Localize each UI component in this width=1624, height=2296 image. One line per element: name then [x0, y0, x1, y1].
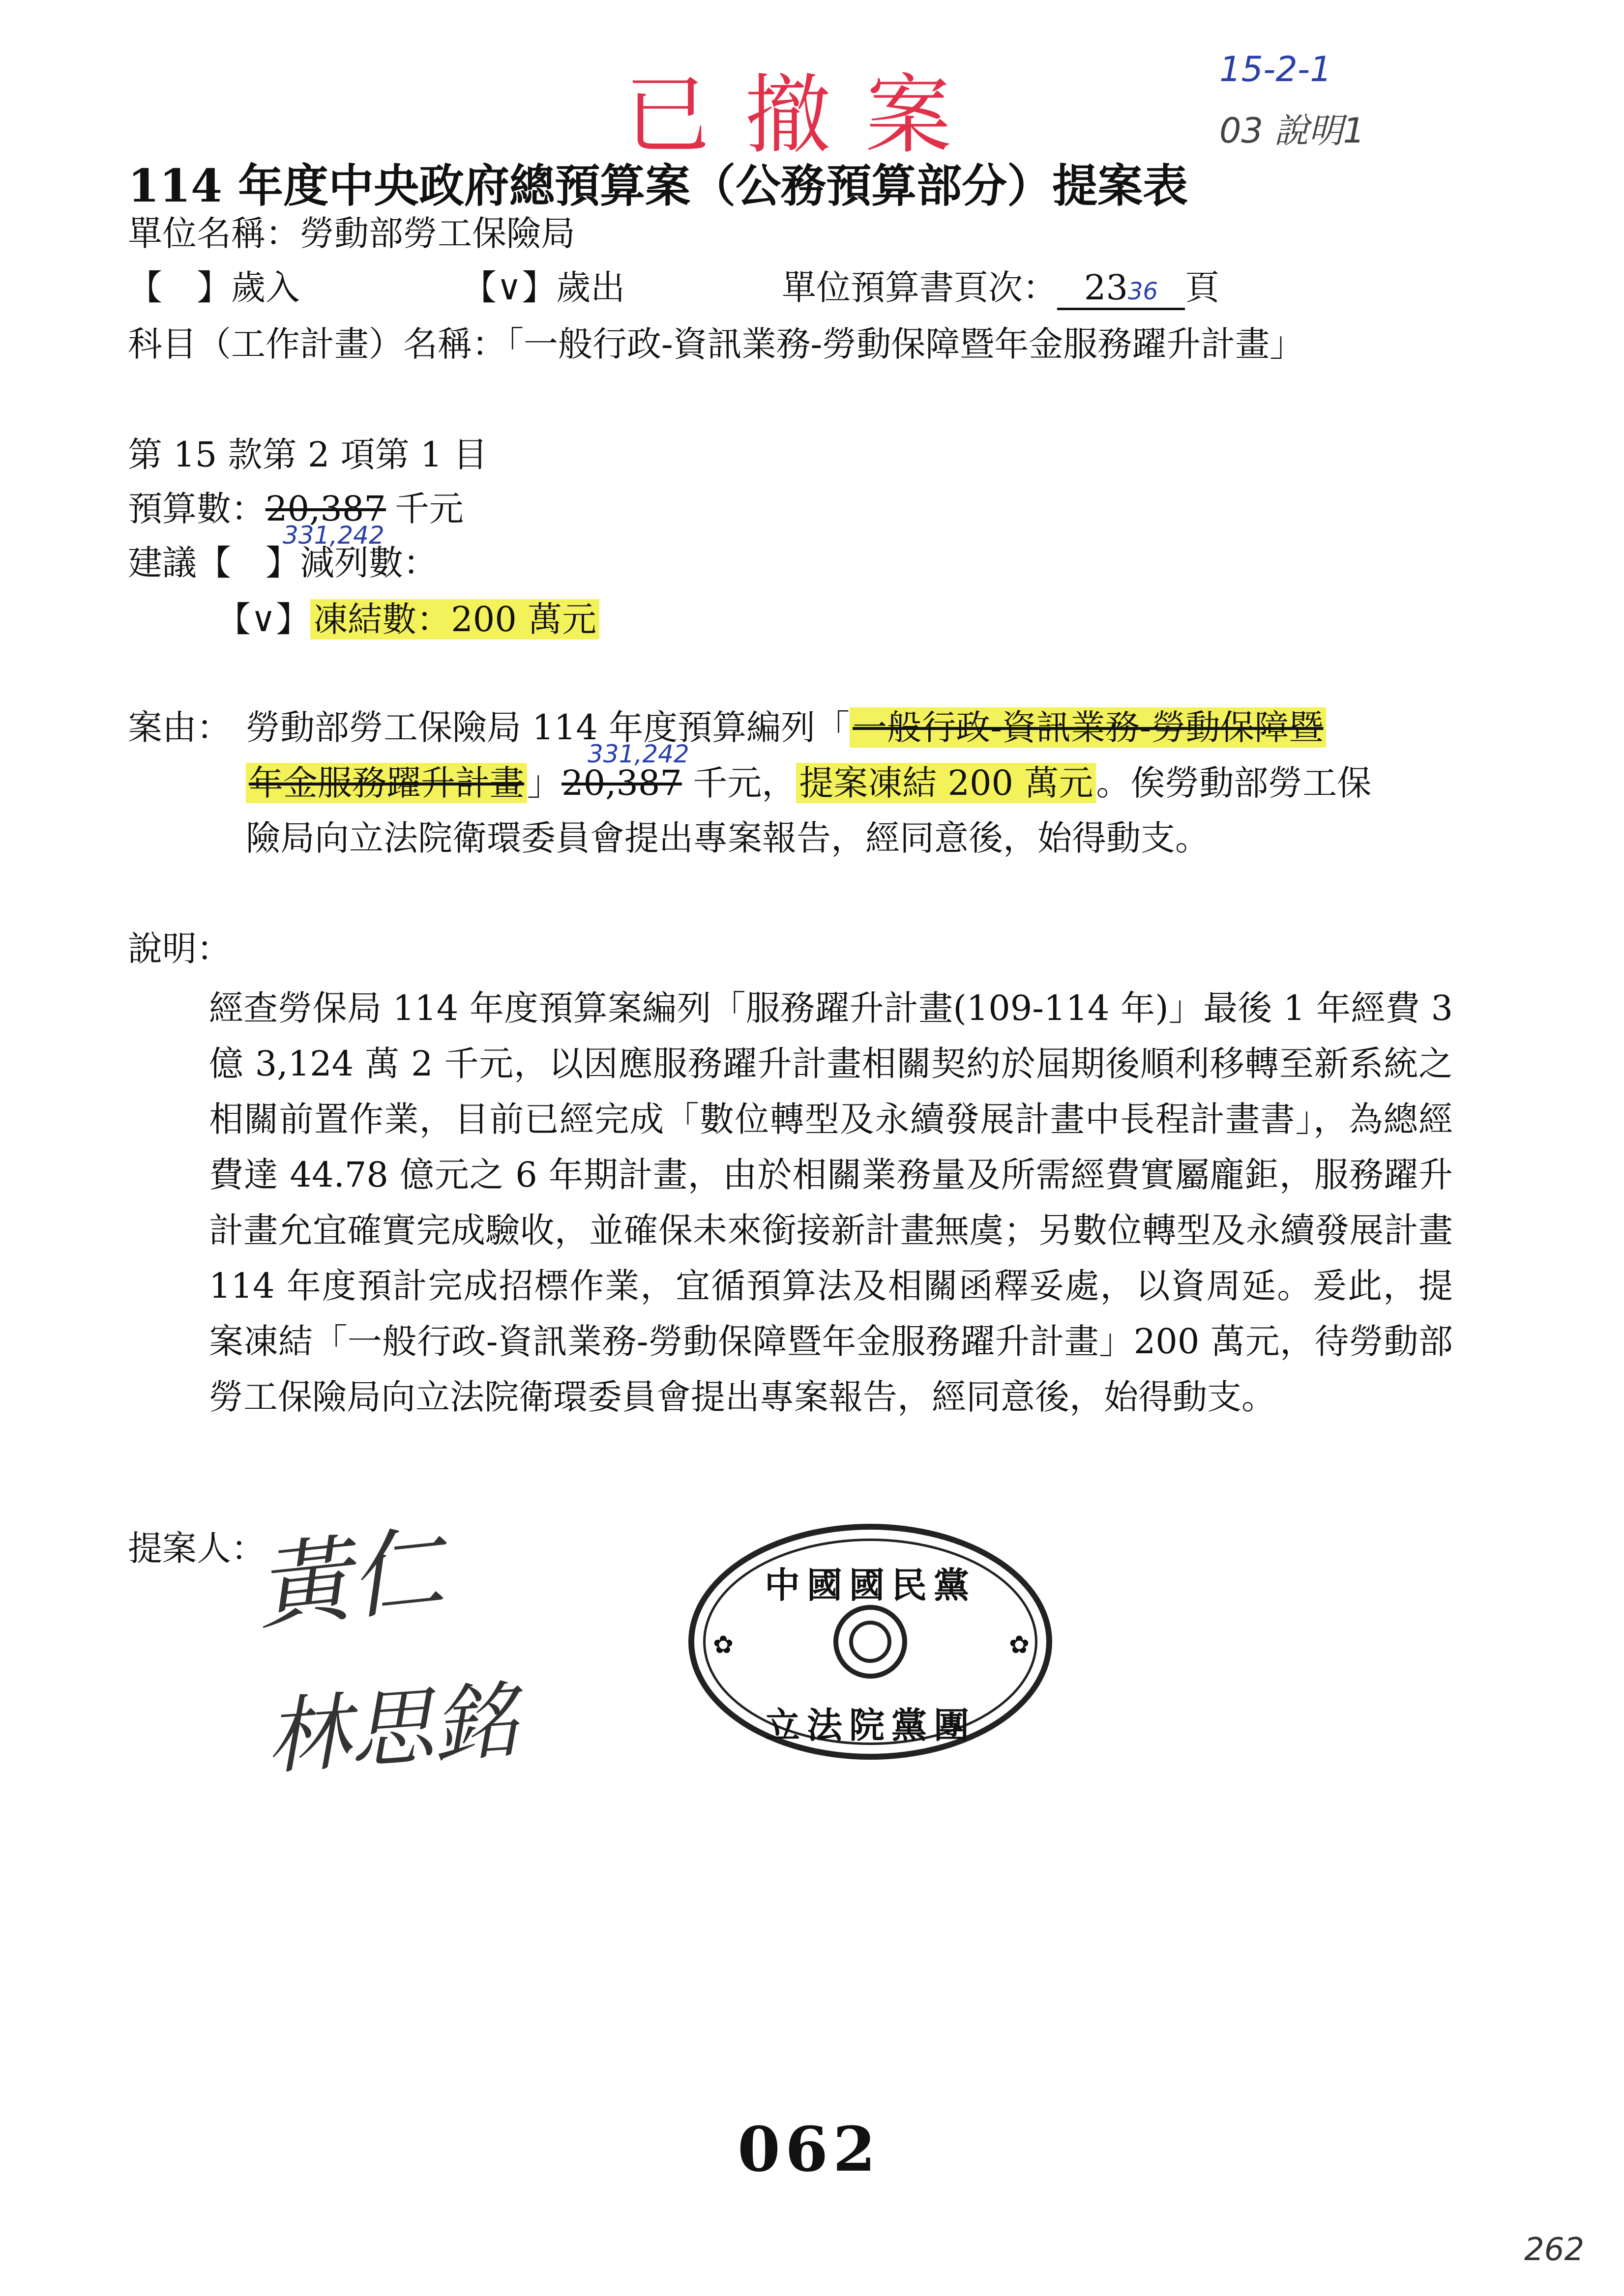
unit-name-row — [128, 213, 575, 254]
page-unit: 頁 — [1185, 267, 1219, 308]
explanation-text: 經查勞保局 114 年度預算案編列「服務躍升計畫(109-114 年)」最後 1 年經費 3 億 3,124 萬 2 千元，以因應服務躍升計畫相關契約於屆期後順利移轉至新系統之相關前置作業，目前已經完成「數位轉型及永續發展計畫中長程計畫書」，為總經費達 44.78 億元之 6 年期計畫，由於相關業務量及所需經費實屬龐鉅，服務躍升計畫允宜確實完成驗收，並確保未來銜接新計畫無虞；另數位轉型及永續發展計畫 114 年度預計完成招標作業，宜循預算法及相關函釋妥處，以資周延。爰此，提案凍結「一般行政-資訊業務-勞動保障暨年金服務躍升計畫」200 萬元，待勞動部勞工保險局向立法院衛環委員會提出專案報告，經同意後，始得動支。 — [209, 988, 1453, 1417]
freeze-amount: 凍結數：200 萬元 — [310, 599, 599, 639]
expense-checkbox: 【∨】 — [462, 267, 557, 308]
subject-label: 科目（工作計畫）名稱： — [128, 324, 506, 364]
freeze-row — [216, 599, 599, 639]
revenue-checkbox: 【 】 — [128, 267, 231, 308]
party-caucus-seal — [688, 1524, 1052, 1760]
withdrawn-stamp: 已撤案 — [624, 66, 986, 166]
budget-amount-label: 預算數： — [128, 489, 266, 529]
reason-amount-struck: 20,387 — [561, 763, 682, 803]
seal-top-text: 中國國民黨 — [764, 1564, 976, 1606]
reason-label: 案由： — [128, 707, 231, 748]
seal-emblem-icon — [833, 1605, 907, 1679]
reduce-label: 減列數： — [300, 543, 438, 583]
expense-option — [462, 267, 625, 308]
budget-amount-correction: 331,242 — [283, 521, 384, 550]
reason-plan-name-part1: 一般行政-資訊業務-勞動保障暨 — [850, 707, 1326, 748]
reason-line-3: 險局向立法院衛環委員會提出專案報告，經同意後，始得動支。 — [246, 818, 1210, 858]
revenue-label: 歲入 — [231, 267, 300, 308]
suggest-label: 建議【 】 — [128, 543, 300, 583]
handwritten-annotation-top: 15-2-1 — [1219, 49, 1332, 89]
page-value: 2336 — [1057, 271, 1185, 310]
budget-amount-unit: 千元 — [394, 489, 464, 529]
budget-item-line: 第 15 款第 2 項第 1 目 — [128, 435, 488, 475]
corner-handwritten-note: 262 — [1524, 2232, 1585, 2268]
revenue-option — [128, 267, 300, 308]
reason-line-1: 勞動部勞工保險局 114 年度預算編列「一般行政-資訊業務-勞動保障暨 — [246, 710, 1326, 745]
seal-left-dot-icon: ✿ — [713, 1630, 734, 1659]
suggest-reduce-row — [128, 543, 438, 583]
reason-amount-correction: 331,242 — [588, 740, 689, 768]
subject-value: 「一般行政-資訊業務-勞動保障暨年金服務躍升計畫」 — [506, 324, 1304, 364]
page-title: 114 年度中央政府總預算案（公務預算部分）提案表 — [128, 159, 1188, 212]
unit-label: 單位名稱： — [128, 213, 300, 254]
budget-amount-row — [128, 489, 464, 529]
freeze-checkbox: 【∨】 — [216, 599, 311, 639]
proposer-signature-1: 黃仁 — [251, 1515, 449, 1643]
proposer-label: 提案人： — [128, 1528, 266, 1569]
explanation-label: 說明： — [128, 929, 231, 969]
seal-right-dot-icon: ✿ — [1009, 1630, 1030, 1659]
reason-freeze-highlight: 提案凍結 200 萬元 — [796, 763, 1096, 803]
reason-line-2: 年金服務躍升計畫」20,387 千元，提案凍結 200 萬元。俟勞動部勞工保 — [246, 766, 1371, 800]
unit-value: 勞動部勞工保險局 — [300, 213, 575, 254]
page-number: 062 — [738, 2114, 881, 2185]
page-handwritten-number: 36 — [1128, 278, 1158, 305]
proposer-signature-2: 林思銘 — [263, 1672, 520, 1787]
page-reference — [782, 267, 1219, 310]
seal-bottom-text: 立法院黨團 — [764, 1704, 976, 1746]
handwritten-annotation-bottom: 03 說明1 — [1219, 111, 1365, 151]
subject-row — [128, 324, 1304, 364]
reason-plan-name-part2: 年金服務躍升計畫 — [246, 763, 527, 803]
page-label: 單位預算書頁次： — [782, 267, 1057, 308]
expense-label: 歲出 — [556, 267, 625, 308]
budget-amount-struck: 20,387 — [266, 489, 386, 529]
